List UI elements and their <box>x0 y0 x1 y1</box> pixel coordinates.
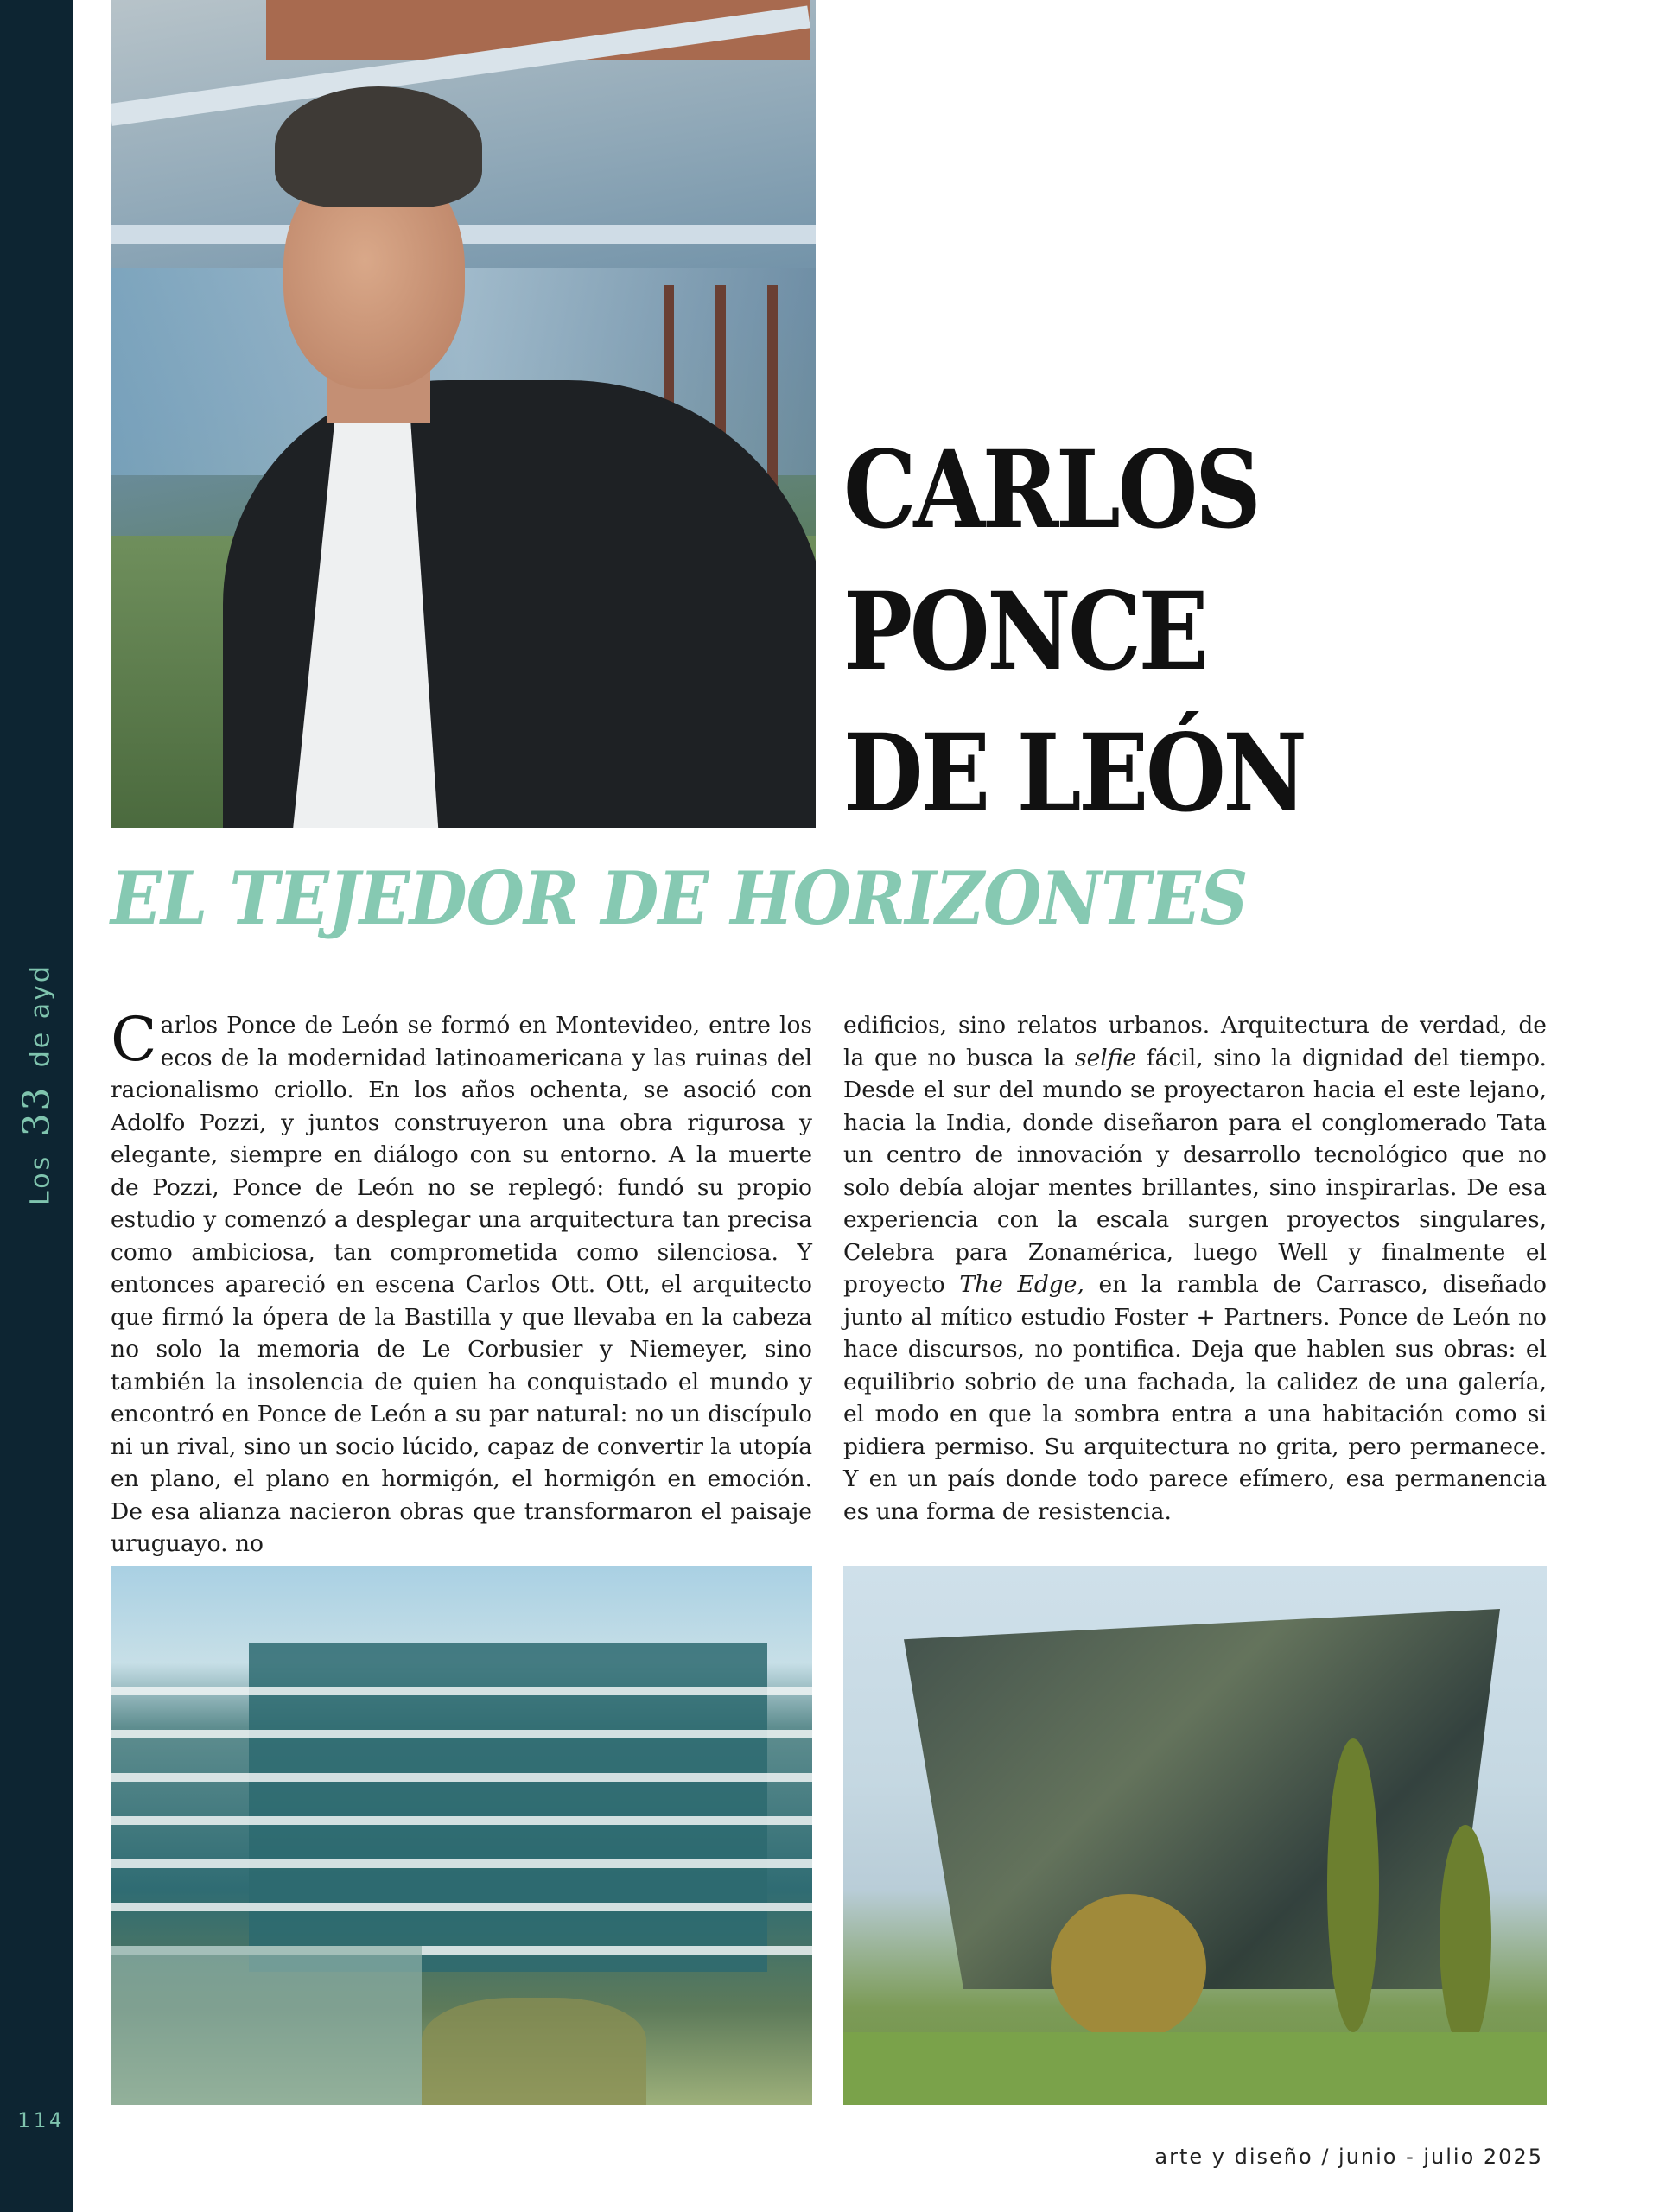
selfie-word: selfie <box>1074 1044 1137 1071</box>
column-2-text-b: fácil, sino la dignidad del tiempo. Desde el sur del mundo se proyectaron hacia el este lejano, hacia la India, donde diseñaron para el conglomerado Tata un centro de innovación y desarrollo tecnológico que no solo debía alojar mentes brillantes, sino inspirarlas. De esa experiencia con la escala surgen proyectos singulares, Celebra para Zonamérica, luego Well y finalmente el proyecto <box>843 1044 1547 1298</box>
section-title-prefix: Los <box>25 1154 56 1205</box>
page-number: 114 <box>17 2108 66 2133</box>
portrait-photo <box>111 0 816 828</box>
section-title-suffix: de ayd <box>25 963 56 1068</box>
article-column-1 <box>111 1004 812 1560</box>
subheadline: EL TEJEDOR DE HORIZONTES <box>111 855 1248 941</box>
drop-cap: C <box>111 1004 157 1075</box>
building-photo-right <box>843 1566 1547 2105</box>
section-title-number: 33 <box>15 1084 58 1137</box>
headline-line-1: CARLOS <box>843 428 1259 553</box>
headline-line-3: DE LEÓN <box>843 711 1305 836</box>
article-column-2 <box>843 1009 1547 1528</box>
headline-line-2: PONCE <box>843 569 1206 695</box>
section-title <box>16 963 58 1205</box>
column-2-text-a: edificios, sino relatos urbanos. Arquitectura de verdad, de la que no busca la <box>843 1012 1547 1071</box>
headline <box>843 420 1512 845</box>
column-1-text: arlos Ponce de León se formó en Montevideo, entre los ecos de la modernidad latinoamericana y las ruinas del racionalismo criollo. En los años ochenta, se asoció con Adolfo Pozzi, y juntos construyeron una obra rigurosa y elegante, siempre en diálogo con su entorno. A la muerte de Pozzi, Ponce de León no se replegó: fundó su propio estudio y comenzó a desplegar una arquitectura tan precisa como ambiciosa, tan comprometida como silenciosa. Y entonces apareció en escena Carlos Ott. Ott, el arquitecto que firmó la ópera de la Bastilla y que llevaba en la cabeza no solo la memoria de Le Corbusier y Niemeyer, sino también la insolencia de quien ha conquistado el mundo y encontró en Ponce de León a su par natural: no un discípulo ni un rival, sino un socio lúcido, capaz de convertir la utopía en plano, el plano en hormigón, el hormigón en emoción. De esa alianza nacieron obras que transformaron el paisaje uruguayo. no <box>111 1012 812 1557</box>
building-photo-left <box>111 1566 812 2105</box>
the-edge-title: The Edge, <box>959 1271 1084 1298</box>
footer-magazine-issue: arte y diseño / junio - julio 2025 <box>1154 2145 1543 2169</box>
column-2-text-c: en la rambla de Carrasco, diseñado junto al mítico estudio Foster + Partners. Ponce de León no hace discursos, no pontifica. Deja que hablen sus obras: el equilibrio sobrio de una fachada, la calidez de una galería, el modo en que la sombra entra a una habitación como si pidiera permiso. Su arquitectura no grita, pero permanece. Y en un país donde todo parece efímero, esa permanencia es una forma de resistencia. <box>843 1271 1547 1525</box>
sidebar <box>0 0 73 2212</box>
